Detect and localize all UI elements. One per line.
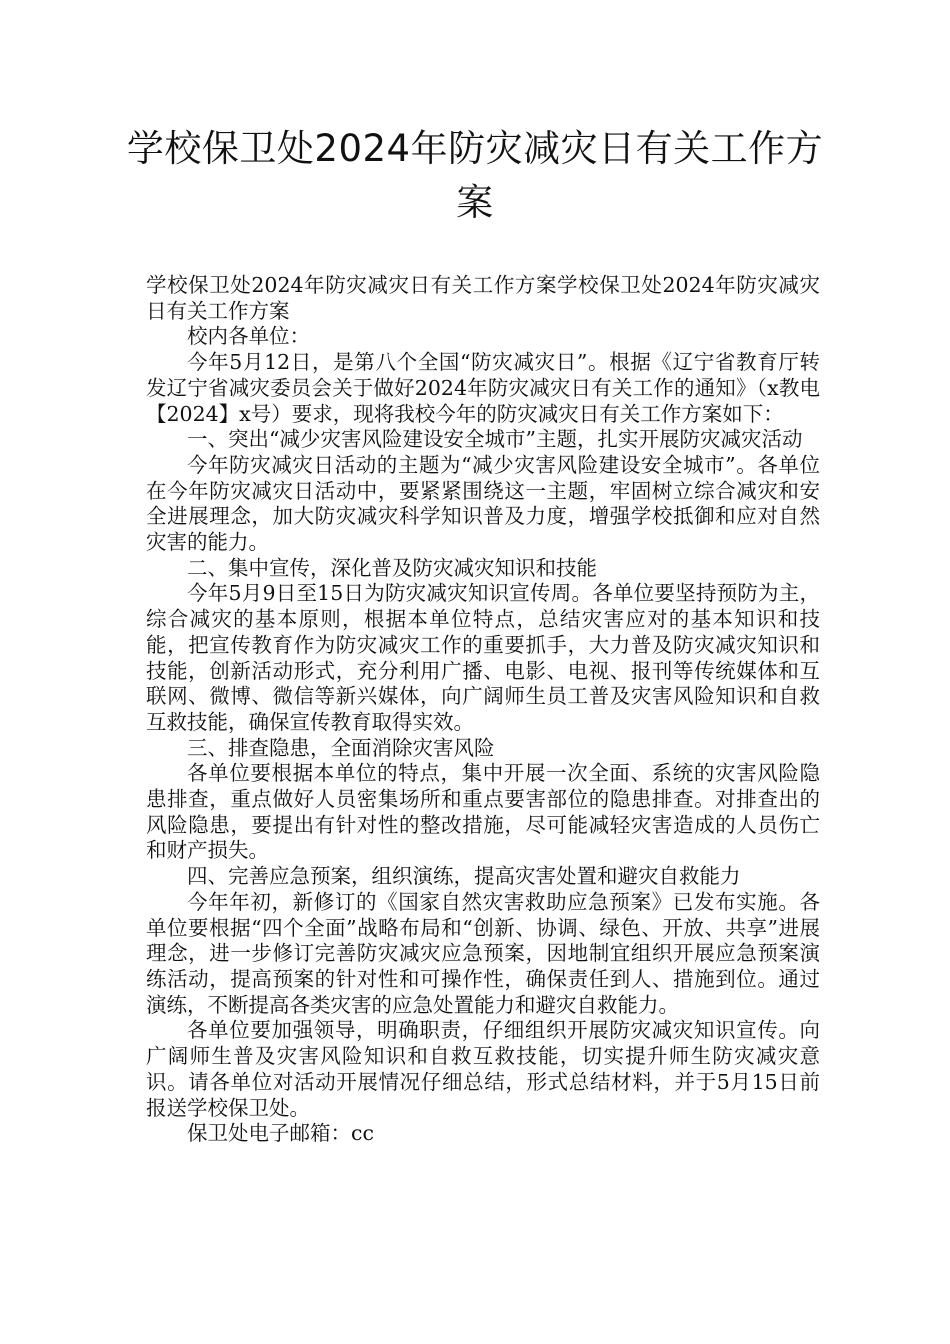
paragraph-section-2: 今年5月9日至15日为防灾减灾知识宣传周。各单位要坚持预防为主，综合减灾的基本原则，根据本单位特点，总结灾害应对的基本知识和技能，把宣传教育作为防灾减灾工作的重要抓手，大力普及防灾减灾知识和技能，创新活动形式，充分利用广播、电影、电视、报刊等传统媒体和互联网、微博、微信等新兴媒体，向广阔师生员工普及灾害风险知识和自救互救技能，确保宣传教育取得实效。 [146, 581, 820, 734]
section-heading-2: 二、集中宣传，深化普及防灾减灾知识和技能 [187, 555, 597, 580]
paragraph-section-1: 今年防灾减灾日活动的主题为“减少灾害风险建设安全城市”。各单位在今年防灾减灾日活动中，要紧紧围绕这一主题，牢固树立综合减灾和安全进展理念，加大防灾减灾科学知识普及力度，增强学校抵御和应对自然灾害的能力。 [146, 452, 820, 555]
section-heading-4: 四、完善应急预案，组织演练，提高灾害处置和避灾自救能力 [187, 864, 741, 889]
paragraph-intro: 今年5月12日，是第八个全国“防灾减灾日”。根据《辽宁省教育厅转发辽宁省减灾委员会关于做好2024年防灾减灾日有关工作的通知》（x教电【2024】x号）要求，现将我校今年的防灾减灾日有关工作方案如下： [146, 350, 820, 426]
paragraph-salutation: 校内各单位： [187, 324, 310, 349]
paragraph-heading-repeat: 学校保卫处2024年防灾减灾日有关工作方案学校保卫处2024年防灾减灾日有关工作方案 [146, 273, 820, 323]
document-title: 学校保卫处2024年防灾减灾日有关工作方案 [126, 127, 824, 224]
paragraph-section-3: 各单位要根据本单位的特点，集中开展一次全面、系统的灾害风险隐患排查，重点做好人员密集场所和重点要害部位的隐患排查。对排查出的风险隐患，要提出有针对性的整改措施，尽可能减轻灾害造成的人员伤亡和财产损失。 [146, 761, 820, 863]
paragraph-section-4: 今年年初，新修订的《国家自然灾害救助应急预案》已发布实施。各单位要根据“四个全面”战略布局和“创新、协调、绿色、开放、共享”进展理念，进一步修订完善防灾减灾应急预案，因地制宜组织开展应急预案演练活动，提高预案的针对性和可操作性，确保责任到人、措施到位。通过演练，不断提高各类灾害的应急处置能力和避灾自救能力。 [146, 889, 820, 1017]
section-heading-3: 三、排查隐患，全面消除灾害风险 [187, 735, 495, 760]
section-heading-1: 一、突出“减少灾害风险建设安全城市”主题，扎实开展防灾减灾活动 [187, 427, 803, 452]
paragraph-closing: 各单位要加强领导，明确职责，仔细组织开展防灾减灾知识宣传。向广阔师生普及灾害风险知识和自救互救技能，切实提升师生防灾减灾意识。请各单位对活动开展情况仔细总结，形式总结材料，并于5月15日前报送学校保卫处。 [146, 1018, 820, 1120]
paragraph-email: 保卫处电子邮箱：cc [187, 1121, 374, 1146]
document-body [146, 273, 820, 1147]
